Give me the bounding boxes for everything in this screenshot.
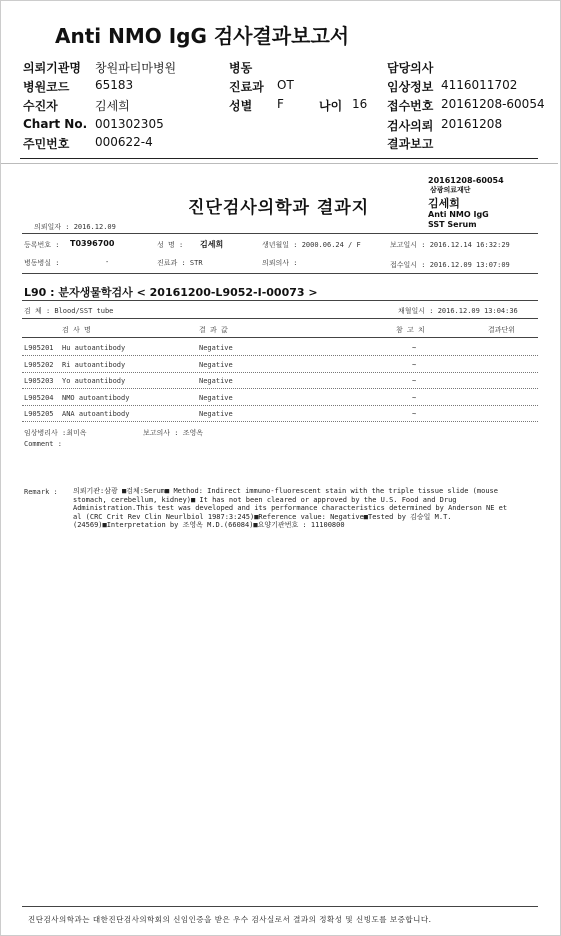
header-label: 접수번호 (387, 99, 434, 113)
header-divider (20, 158, 538, 159)
comment-label: Comment : (24, 440, 62, 448)
table-row-divider (22, 421, 538, 422)
receipt-date: 접수일시 : 2016.12.09 13:07:09 (390, 261, 510, 269)
table-row-divider (22, 405, 538, 406)
table-row-divider (22, 372, 538, 373)
col-reference: 참 고 치 (396, 326, 425, 334)
header-label: 수진자 (23, 99, 58, 113)
row-reference: ~ (412, 410, 417, 418)
table-row-divider (22, 355, 538, 356)
collection-date: 채혈일시 : 2016.12.09 13:04:36 (398, 307, 518, 315)
department: 진료과 : STR (157, 259, 203, 267)
rule-top (22, 233, 538, 234)
row-reference: ~ (412, 344, 417, 352)
row-code: L905204 (24, 393, 54, 402)
corner-patient-name: 김세희 (428, 197, 460, 210)
rule-mid (22, 273, 538, 274)
row-test-name: Yo autoantibody (62, 377, 126, 385)
row-result: Negative (199, 410, 233, 418)
row-code: L905202 (24, 360, 54, 369)
col-test-name: 검 사 명 (62, 326, 91, 334)
certification-footer: 진단검사의학과는 대한진단검사의학회의 신임인증을 받은 우수 검사실로서 결과의 정확성 및 신빙도를 보증합니다. (28, 915, 432, 924)
header-label: 병원코드 (23, 80, 70, 94)
row-code: L905203 (24, 377, 54, 385)
header-label: 결과보고 (387, 137, 434, 151)
col-unit: 결과단위 (488, 326, 516, 334)
report-title: Anti NMO IgG 검사결과보고서 (55, 24, 350, 48)
header-value: 4116011702 (441, 78, 518, 92)
header-value: 김세희 (95, 99, 130, 113)
rule-columns (22, 337, 538, 338)
header-value: 65183 (95, 78, 134, 92)
header-label: 의뢰기관명 (23, 61, 81, 75)
name-label: 성 명 : (157, 241, 184, 249)
row-reference: ~ (412, 393, 417, 402)
pathologist: 임상병리사 :최미옥 (24, 429, 87, 437)
age-value: 16 (352, 97, 368, 111)
row-test-name: ANA autoantibody (62, 410, 130, 418)
row-code: L905205 (24, 410, 54, 418)
ward-value: - (105, 258, 110, 266)
remark-label: Remark : (24, 488, 58, 496)
section-title: L90 : 분자생물학검사 < 20161200-L9052-I-00073 > (24, 286, 318, 299)
report-doctor: 보고의사 : 조영옥 (143, 429, 203, 437)
corner-receipt-id: 20161208-60054 (428, 176, 504, 185)
header-value: 000622-4 (95, 135, 153, 149)
ward-label: 병동병실 : (24, 259, 60, 267)
rule-footer (22, 906, 538, 907)
specimen: 검 체 : Blood/SST tube (24, 307, 114, 315)
row-code: L905201 (24, 344, 54, 352)
header-value: 001302305 (95, 117, 164, 131)
header-label: 임상정보 (387, 80, 434, 94)
row-test-name: NMO autoantibody (62, 393, 130, 402)
report-date: 보고일시 : 2016.12.14 16:32:29 (390, 241, 510, 249)
header-label: 담당의사 (387, 61, 434, 75)
row-reference: ~ (412, 360, 417, 369)
result-sheet-title: 진단검사의학과 결과지 (188, 198, 370, 218)
scanned-result-sheet (1, 163, 558, 934)
rule-specimen (22, 318, 538, 319)
header-label: Chart No. (23, 117, 88, 131)
header-value: 20161208 (441, 117, 503, 131)
header-label: 검사의뢰 (387, 119, 434, 133)
corner-test-name: Anti NMO IgG (428, 210, 489, 219)
row-result: Negative (199, 360, 233, 369)
birth-date: 생년월일 : 2000.06.24 / F (262, 241, 361, 249)
row-result: Negative (199, 393, 233, 402)
age-label: 나이 (319, 99, 343, 113)
header-value: OT (277, 78, 294, 92)
col-result: 결 과 값 (199, 326, 228, 334)
header-label: 주민번호 (23, 137, 70, 151)
header-label: 성별 (229, 99, 253, 113)
row-result: Negative (199, 377, 233, 385)
header-value: F (277, 97, 284, 111)
referring-doctor: 의뢰의사 : (262, 259, 298, 267)
row-test-name: Hu autoantibody (62, 344, 126, 352)
header-value: 창원파티마병원 (95, 61, 177, 75)
reg-no-label: 등록번호 : (24, 241, 60, 249)
row-result: Negative (199, 344, 233, 352)
remark-text: 의뢰기관:삼광 ■검체:Serum■ Method: Indirect immuno-fluorescent stain with the triple tissue slide (mouse stomach, cerebellum, kidney)■ It has not been cleared or approved by the U.S. Food and Drug Administration.This test was developed and its performance characteristics determined by Anderson NE et al (CRC Crit Rev Clin Neurlbiol 1987:3:245)■Reference value: Negative■Tested by 김승일 M.T.(24569)■Interpretation by 조영옥 M.D.(66084)■요양기관번호 : 11100800 (73, 487, 508, 530)
request-date: 의뢰일자 : 2016.12.09 (34, 223, 116, 231)
header-label: 병동 (229, 61, 253, 75)
reg-no: T0396700 (70, 239, 115, 248)
row-reference: ~ (412, 377, 417, 385)
table-row-divider (22, 388, 538, 389)
row-test-name: Ri autoantibody (62, 360, 126, 369)
corner-tube: SST Serum (428, 220, 477, 229)
header-label: 진료과 (229, 80, 264, 94)
header-value: 20161208-60054 (441, 97, 545, 111)
patient-name: 김세희 (200, 240, 224, 249)
rule-section (22, 300, 538, 301)
corner-org: 삼광의료재단 (430, 186, 471, 194)
